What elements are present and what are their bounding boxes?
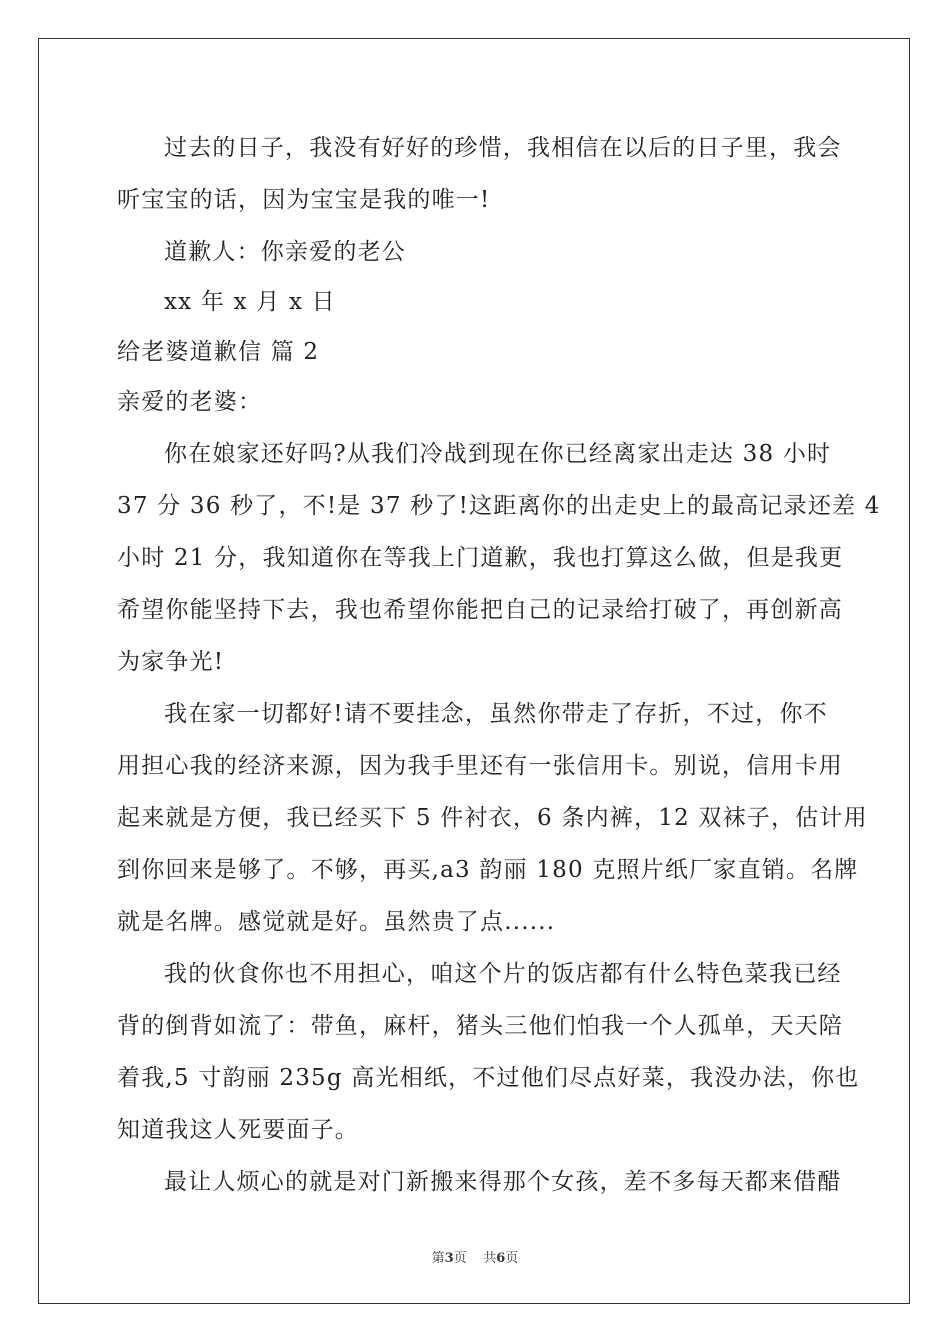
salutation: 亲爱的老婆： bbox=[117, 389, 263, 415]
paragraph-line: 我在家一切都好!请不要挂念，虽然你带走了存折，不过，你不 bbox=[164, 701, 828, 727]
page-prefix: 第 bbox=[431, 1251, 445, 1266]
paragraph-line: 我的伙食你也不用担心，咱这个片的饭店都有什么特色菜我已经 bbox=[164, 961, 842, 987]
paragraph-line: 为家争光! bbox=[117, 649, 225, 675]
paragraph-line: 着我,5 寸韵丽 235g 高光相纸，不过他们尽点好菜，我没办法，你也 bbox=[117, 1065, 860, 1091]
paragraph-line: 背的倒背如流了：带鱼，麻杆，猪头三他们怕我一个人孤单，天天陪 bbox=[117, 1013, 843, 1039]
paragraph-line: 知道我这人死要面子。 bbox=[117, 1117, 359, 1143]
paragraph-line: 到你回来是够了。不够，再买,a3 韵丽 180 克照片纸厂家直销。名牌 bbox=[117, 857, 859, 883]
paragraph-line: 听宝宝的话，因为宝宝是我的唯一! bbox=[117, 187, 491, 213]
paragraph-line: 希望你能坚持下去，我也希望你能把自己的记录给打破了，再创新高 bbox=[117, 597, 843, 623]
date-line: xx 年 x 月 x 日 bbox=[164, 289, 336, 315]
section-heading: 给老婆道歉信 篇 2 bbox=[117, 339, 320, 365]
total-prefix: 共 bbox=[483, 1251, 497, 1266]
total-suffix: 页 bbox=[505, 1251, 519, 1266]
signature-line: 道歉人：你亲爱的老公 bbox=[164, 239, 406, 265]
paragraph-line: 你在娘家还好吗?从我们冷战到现在你已经离家出走达 38 小时 bbox=[164, 441, 832, 467]
paragraph-line: 过去的日子，我没有好好的珍惜，我相信在以后的日子里，我会 bbox=[164, 135, 842, 161]
paragraph-line: 起来就是方便，我已经买下 5 件衬衣，6 条内裤，12 双袜子，估计用 bbox=[117, 805, 868, 831]
paragraph-line: 用担心我的经济来源，因为我手里还有一张信用卡。别说，信用卡用 bbox=[117, 753, 843, 779]
total-page-number: 6 bbox=[496, 1251, 506, 1266]
paragraph-line: 最让人烦心的就是对门新搬来得那个女孩，差不多每天都来借醋 bbox=[164, 1169, 842, 1195]
paragraph-line: 小时 21 分，我知道你在等我上门道歉，我也打算这么做，但是我更 bbox=[117, 545, 844, 571]
page-suffix: 页 bbox=[453, 1251, 467, 1266]
page-footer bbox=[0, 1247, 950, 1266]
current-page-number: 3 bbox=[444, 1251, 454, 1266]
paragraph-line: 37 分 36 秒了，不!是 37 秒了!这距离你的出走史上的最高记录还差 4 bbox=[117, 493, 881, 519]
paragraph-line: 就是名牌。感觉就是好。虽然贵了点...... bbox=[117, 909, 556, 935]
